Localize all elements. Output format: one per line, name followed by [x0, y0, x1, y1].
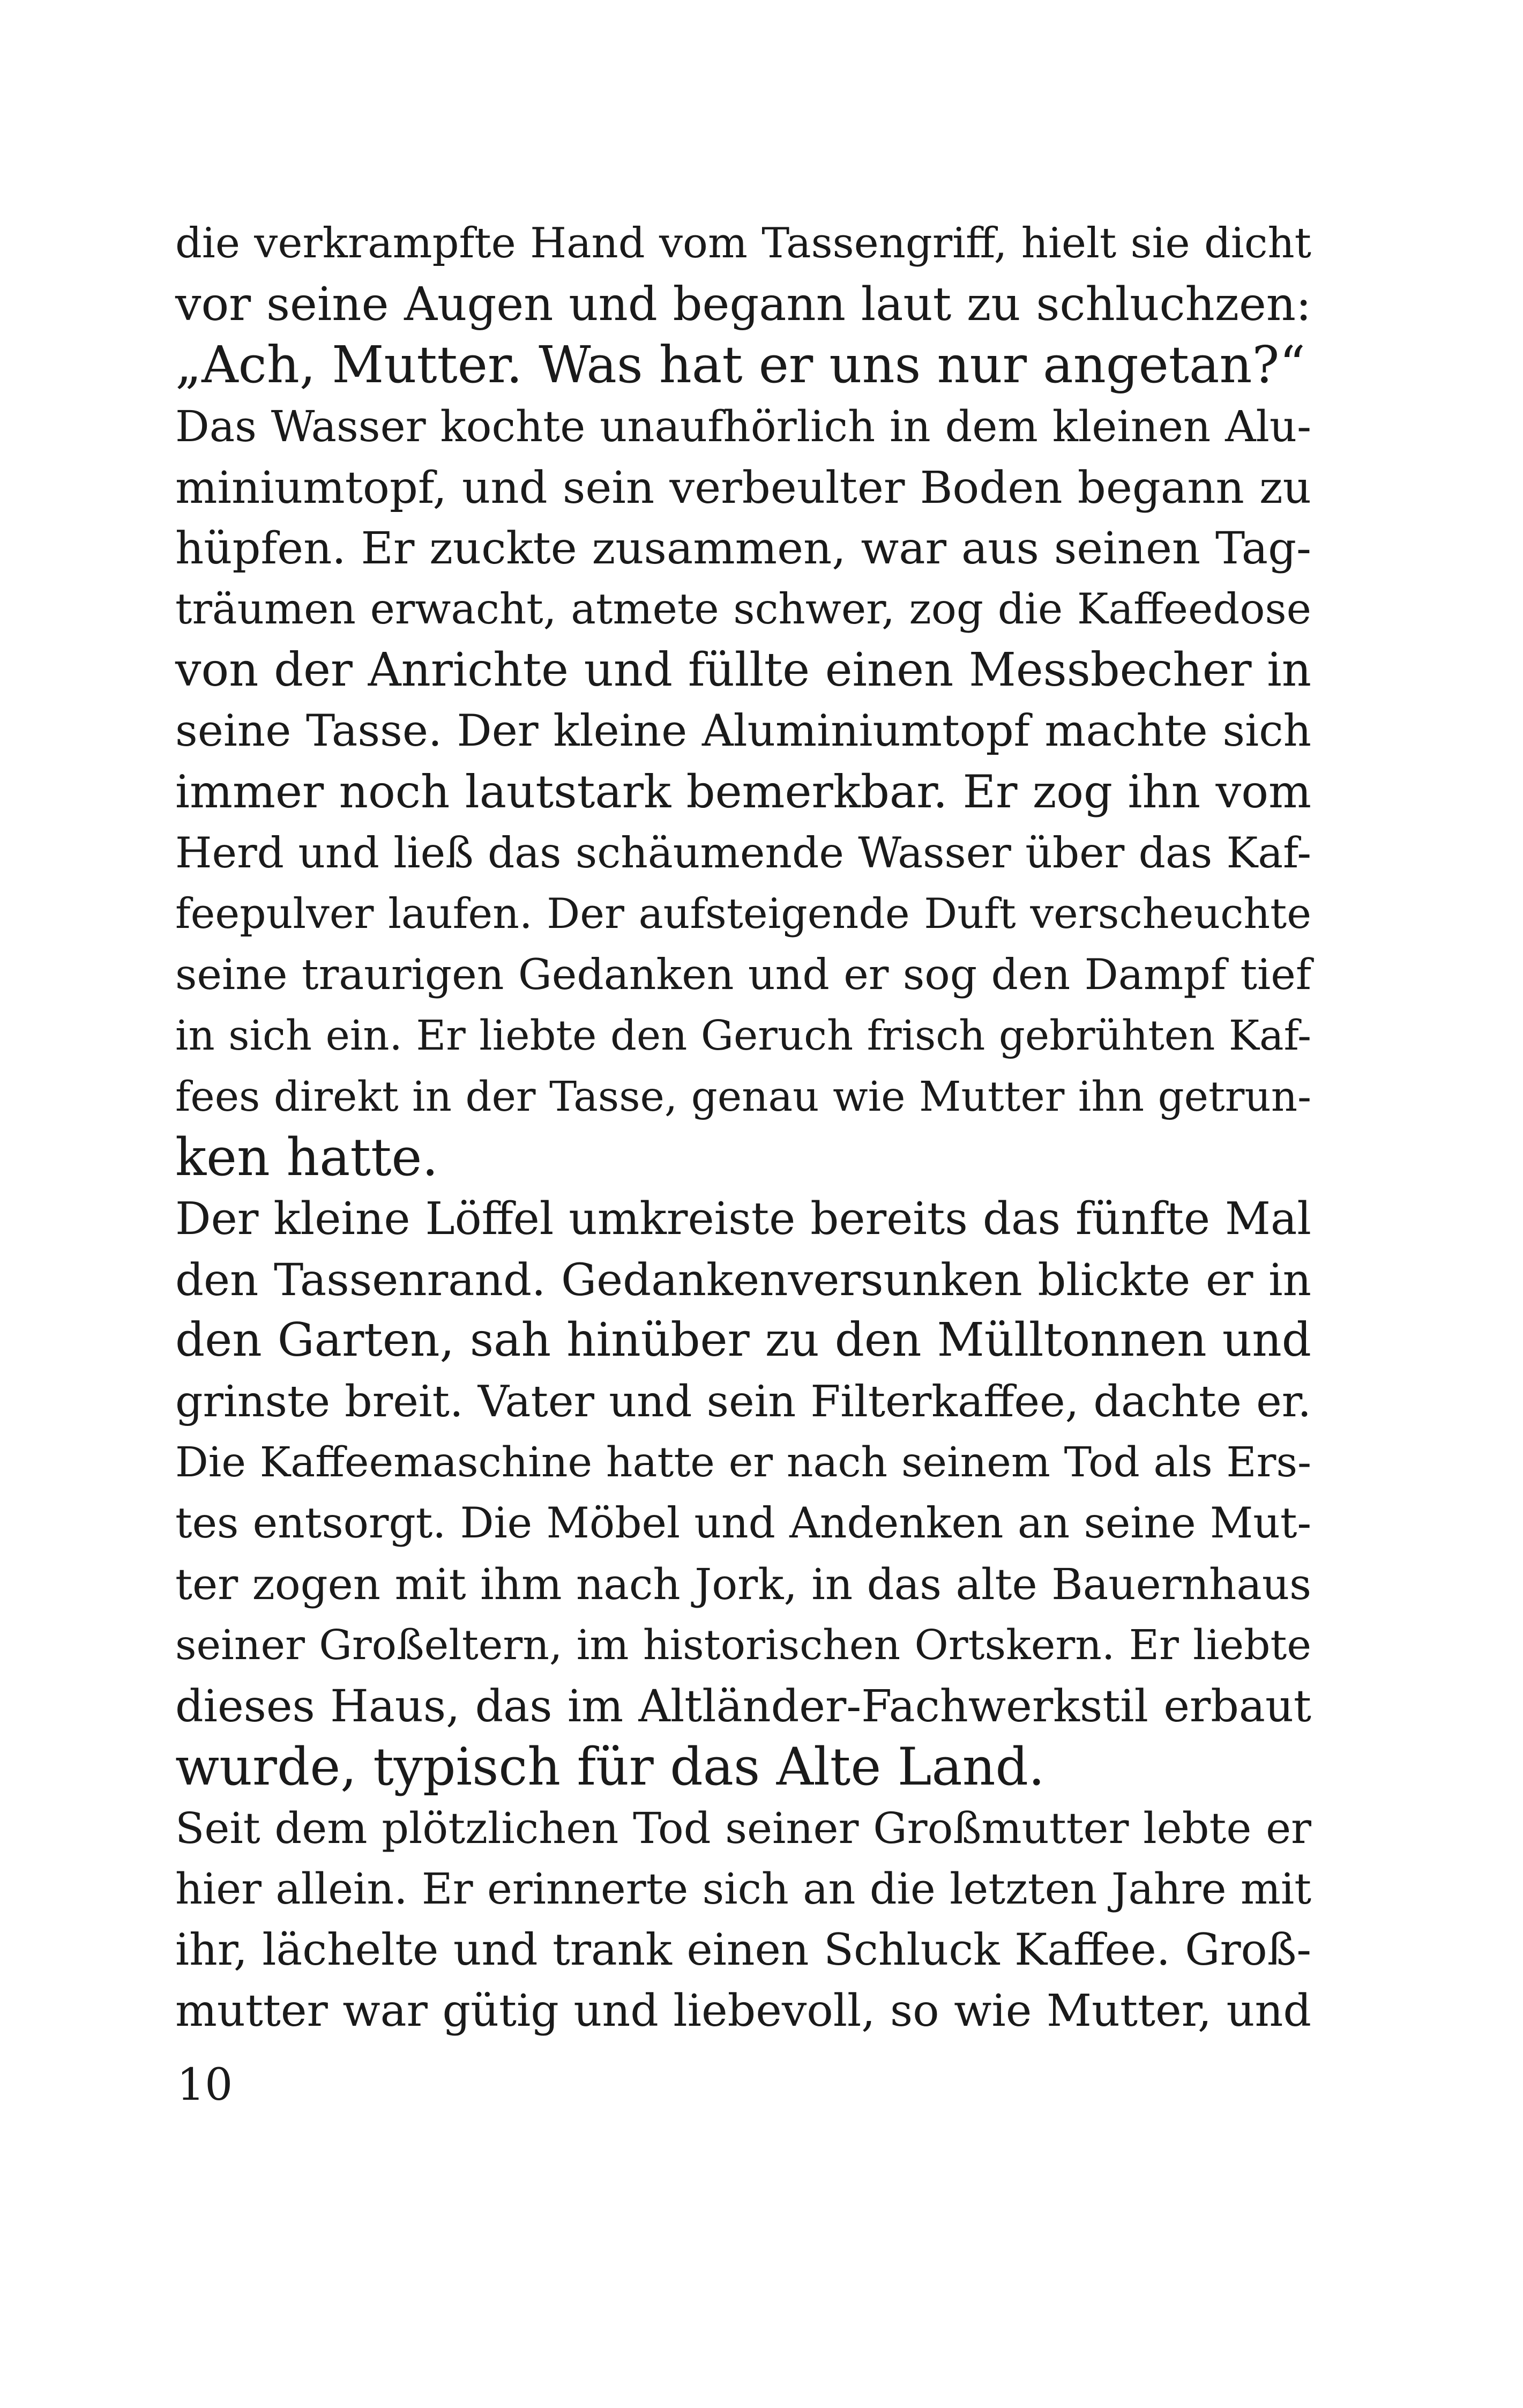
text-line: ken hatte.	[175, 1127, 438, 1188]
text-line: seiner Großeltern, im historischen Ortskern. Er liebte	[175, 1621, 1311, 1669]
text-line: Das Wasser kochte unaufhörlich in dem kleinen Alu-	[175, 402, 1311, 452]
text-line: ter zogen mit ihm nach Jork, in das alte Bauernhaus	[175, 1559, 1311, 1610]
text-line: vor seine Augen und begann laut zu schluchzen:	[175, 277, 1311, 331]
text-line: Der kleine Löffel umkreiste bereits das fünfte Mal	[175, 1193, 1311, 1245]
text-line: tes entsorgt. Die Möbel und Andenken an seine Mut-	[175, 1498, 1311, 1548]
text-line: Seit dem plötzlichen Tod seiner Großmutter lebte er	[175, 1803, 1311, 1853]
text-line: von der Anrichte und füllte einen Messbecher in	[175, 643, 1311, 697]
page-number: 10	[177, 2060, 233, 2110]
text-line: fees direkt in der Tasse, genau wie Mutter ihn getrun-	[175, 1073, 1311, 1121]
text-line: „Ach, Mutter. Was hat er uns nur angetan?“	[175, 336, 1305, 395]
text-line: in sich ein. Er liebte den Geruch frisch gebrühten Kaf-	[175, 1012, 1311, 1060]
body-text	[175, 213, 1311, 2042]
text-line: hüpfen. Er zuckte zusammen, war aus seinen Tag-	[175, 522, 1311, 575]
text-line: miniumtopf, und sein verbeulter Boden begann zu	[175, 461, 1311, 514]
text-line: seine traurigen Gedanken und er sog den Dampf tief	[175, 950, 1311, 1000]
text-line: träumen erwacht, atmete schwer, zog die Kaffeedose	[175, 585, 1311, 634]
text-line: hier allein. Er erinnerte sich an die letzten Jahre mit	[175, 1864, 1311, 1914]
text-line: dieses Haus, das im Altländer-Fachwerkstil erbaut	[175, 1681, 1311, 1732]
text-line: Die Kaffeemaschine hatte er nach seinem Tod als Ers-	[175, 1438, 1311, 1487]
text-line: feepulver laufen. Der aufsteigende Duft verscheuchte	[175, 889, 1311, 938]
text-line: den Tassenrand. Gedankenversunken blickte er in	[175, 1253, 1311, 1306]
text-line: die verkrampfte Hand vom Tassengriff, hielt sie dicht	[175, 219, 1311, 267]
text-line: immer noch lautstark bemerkbar. Er zog ihn vom	[175, 765, 1311, 819]
text-line: mutter war gütig und liebevoll, so wie Mutter, und	[175, 1985, 1311, 2037]
text-line: den Garten, sah hinüber zu den Mülltonnen und	[175, 1313, 1311, 1367]
text-line: ihr, lächelte und trank einen Schluck Kaffee. Groß-	[175, 1924, 1311, 1976]
text-line: grinste breit. Vater und sein Filterkaffee, dachte er.	[175, 1376, 1311, 1427]
text-line: wurde, typisch für das Alte Land.	[175, 1737, 1045, 1797]
text-line: Herd und ließ das schäumende Wasser über das Kaf-	[175, 828, 1311, 878]
text-line: seine Tasse. Der kleine Aluminiumtopf machte sich	[175, 705, 1311, 756]
